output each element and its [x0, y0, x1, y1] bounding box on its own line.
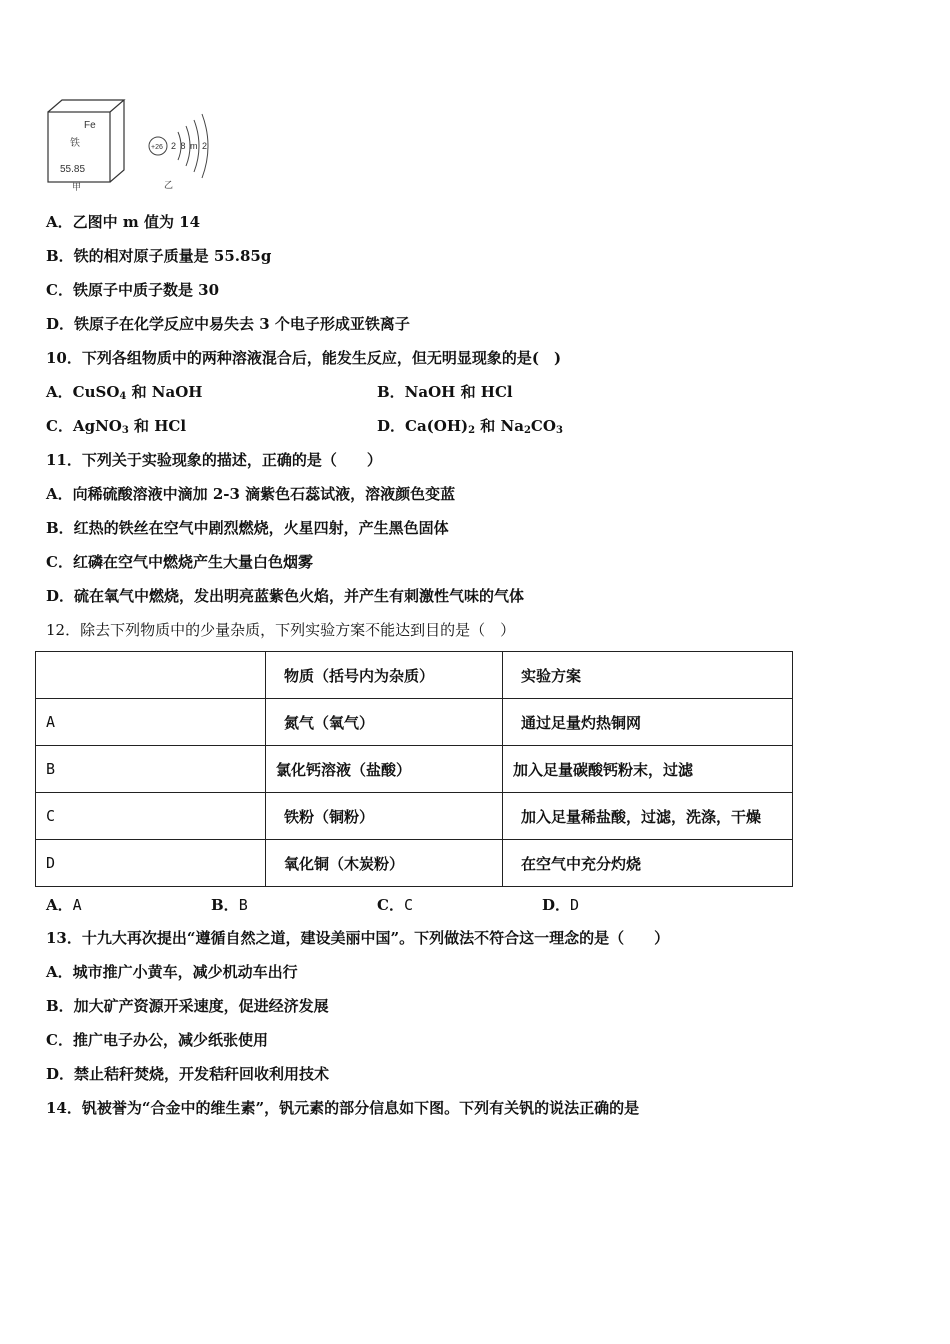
label-jia: 甲 — [72, 183, 82, 193]
q11-option-a: A．向稀硫酸溶液中滴加 2-3 滴紫色石蕊试液，溶液颜色变蓝 — [46, 485, 456, 503]
q11-stem: 11．下列关于实验现象的描述，正确的是（ ） — [46, 451, 382, 469]
q13-stem: 13．十九大再次提出“遵循自然之道，建设美丽中国”。下列做法不符合这一理念的是（ ） — [46, 929, 670, 947]
table-header-cell — [36, 652, 266, 699]
q13-option-d: D．禁止秸秆焚烧，开发秸秆回收利用技术 — [46, 1065, 330, 1083]
table-row — [36, 793, 793, 840]
q11-option-d: D．硫在氧气中燃烧，发出明亮蓝紫色火焰，并产生有刺激性气味的气体 — [46, 587, 525, 605]
table-cell: 加入足量碳酸钙粉末，过滤 — [503, 746, 793, 793]
table-cell: 铁粉（铜粉） — [266, 793, 503, 840]
label-yi: 乙 — [164, 181, 174, 191]
iron-element-figure — [40, 92, 220, 197]
q10-option-a: A．CuSO$_4$ 和 NaOH — [46, 383, 203, 402]
table-cell: 加入足量稀盐酸，过滤，洗涤，干燥 — [503, 793, 793, 840]
element-name: 铁 — [70, 138, 80, 149]
q9-option-b: B．铁的相对原子质量是 55.85g — [46, 247, 272, 265]
element-symbol: Fe — [84, 120, 96, 131]
q11-option-b: B．红热的铁丝在空气中剧烈燃烧，火星四射，产生黑色固体 — [46, 519, 449, 537]
q9-option-d: D．铁原子在化学反应中易失去 3 个电子形成亚铁离子 — [46, 315, 410, 333]
q13-option-c: C．推广电子办公，减少纸张使用 — [46, 1031, 268, 1049]
table-cell: 通过足量灼热铜网 — [503, 699, 793, 746]
q11-option-c: C．红磷在空气中燃烧产生大量白色烟雾 — [46, 553, 313, 571]
q12-answer-d: D．D — [542, 896, 580, 914]
table-header-cell: 物质（括号内为杂质） — [266, 652, 503, 699]
table-header-row — [36, 652, 793, 699]
q12-stem: 12．除去下列物质中的少量杂质，下列实验方案不能达到目的是（ ） — [46, 621, 516, 639]
q9-option-a: A．乙图中 m 值为 14 — [46, 213, 201, 231]
q12-options-table — [35, 651, 793, 887]
q13-option-a: A．城市推广小黄车，减少机动车出行 — [46, 963, 298, 981]
table-cell: 氯化钙溶液（盐酸） — [266, 746, 503, 793]
q12-answer-c: C．C — [377, 896, 413, 914]
table-cell: D — [36, 840, 266, 887]
nucleus-charge: +26 — [151, 144, 163, 151]
q10-option-c: C．AgNO$_3$ 和 HCl — [46, 417, 187, 436]
table-row — [36, 699, 793, 746]
q12-answer-a: A．A — [46, 896, 82, 914]
table-cell: A — [36, 699, 266, 746]
q13-option-b: B．加大矿产资源开采速度，促进经济发展 — [46, 997, 329, 1015]
table-cell: 氮气（氧气） — [266, 699, 503, 746]
table-row — [36, 840, 793, 887]
atomic-mass: 55.85 — [60, 164, 86, 175]
q14-stem: 14．钒被誉为“合金中的维生素”，钒元素的部分信息如下图。下列有关钒的说法正确的是 — [46, 1099, 640, 1117]
table-cell: B — [36, 746, 266, 793]
q10-option-d: D．$Ca(OH)_2$ 和 $Na_2CO_3$ — [377, 417, 563, 436]
electron-shells: 2 8 m 2 — [171, 141, 209, 151]
table-cell: 氧化铜（木炭粉） — [266, 840, 503, 887]
q9-option-c: C．铁原子中质子数是 30 — [46, 281, 220, 299]
table-cell: C — [36, 793, 266, 840]
table-row — [36, 746, 793, 793]
table-cell: 在空气中充分灼烧 — [503, 840, 793, 887]
q10-stem: 10．下列各组物质中的两种溶液混合后，能发生反应，但无明显现象的是( ) — [46, 349, 562, 367]
table-header-cell: 实验方案 — [503, 652, 793, 699]
q12-answer-b: B．B — [211, 896, 248, 914]
q10-option-b: B．NaOH 和 HCl — [377, 383, 513, 401]
